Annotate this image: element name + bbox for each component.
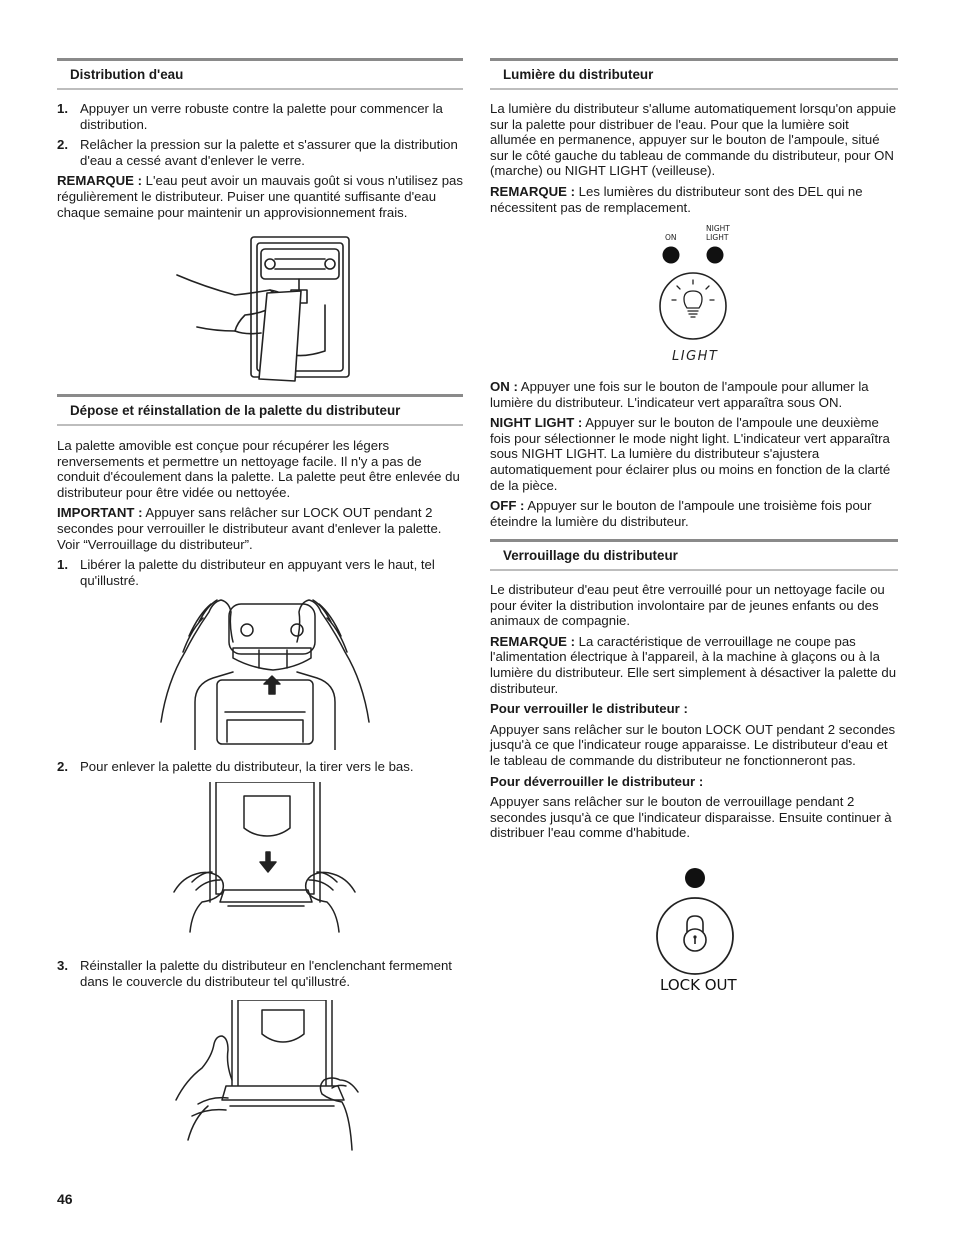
list-item: 1. Appuyer un verre robuste contre la palette pour commencer la distribution. [57, 101, 443, 132]
list-item: 3. Réinstaller la palette du distributeur en l'enclenchant fermement dans le couvercle du distributeur tel qu'illustré. [57, 958, 452, 989]
night-light-label: LIGHT [706, 233, 729, 242]
lock-text: Appuyer sans relâcher sur le bouton LOCK OUT pendant 2 secondes jusqu'à ce que l'indicateur rouge apparaisse. Le distributeur d'eau et le tableau de commande du distributeur ne fonctionneront pas. [490, 721, 896, 768]
paddle-pull-down-illustration [172, 782, 357, 947]
intro-paragraph: Le distributeur d'eau peut être verrouillé pour un nettoyage facile ou pour éviter la distribution involontaire par de jeunes enfants ou des animaux de compagnie. [490, 582, 885, 629]
lock-indicator-icon [685, 868, 705, 888]
important-paragraph: IMPORTANT : Appuyer sans relâcher sur LOCK OUT pendant 2 secondes pour verrouiller le distributeur avant d'enlever la palette. Voir “Verrouillage du distributeur”. [57, 505, 442, 552]
left-column-section-2 [57, 394, 463, 593]
section-heading-light: Lumière du distributeur [490, 58, 898, 90]
step-2 [57, 759, 463, 780]
night-light-indicator-icon [707, 247, 724, 264]
padlock-icon [684, 916, 706, 951]
on-indicator-icon [663, 247, 680, 264]
step-3 [57, 958, 463, 994]
unlock-text: Appuyer sans relâcher sur le bouton de verrouillage pendant 2 secondes jusqu'à ce que l'indicateur disparaisse. Ensuite continuer à distribuer l'eau comme d'habitude. [490, 794, 892, 841]
light-label: LIGHT [672, 349, 719, 364]
night-label: NIGHT [706, 224, 730, 233]
section-heading-palette: Dépose et réinstallation de la palette du distributeur [57, 394, 463, 426]
list-item: 2. Pour enlever la palette du distributeur, la tirer vers le bas. [57, 759, 414, 774]
lock-title: Pour verrouiller le distributeur : [490, 701, 688, 717]
bulb-icon [672, 280, 714, 317]
paddle-push-up-illustration [155, 592, 375, 750]
on-label: ON [665, 233, 677, 242]
right-column [490, 58, 898, 220]
mode-on: ON : Appuyer une fois sur le bouton de l'ampoule pour allumer la lumière du distributeur. L'indicateur vert apparaîtra sous ON. [490, 379, 869, 410]
intro-paragraph: La lumière du distributeur s'allume automatiquement lorsqu'on appuie sur la palette pour distribuer de l'eau. Pour que la lumière soit allumée en permanence, appuyer sur le bouton de l'ampoule, situé sur le côté gauche du tableau de commande du distributeur, pour ON (marche) ou NIGHT LIGHT (veilleuse). [490, 101, 897, 179]
light-button-illustration [650, 222, 740, 367]
keyhole-icon [693, 935, 696, 938]
lock-out-illustration [652, 866, 742, 996]
glass-dispenser-illustration [175, 235, 355, 383]
paddle-reinstall-illustration [172, 1000, 362, 1155]
left-column [57, 58, 463, 225]
section-heading-lock: Verrouillage du distributeur [490, 539, 898, 571]
intro-paragraph: La palette amovible est conçue pour récupérer les légers renversements et permettre un nettoyage facile. Il n'y a pas de conduit d'écoulement dans la palette. La palette peut être enlevée du distributeur pour être vidée ou nettoyée. [57, 438, 460, 500]
mode-off: OFF : Appuyer sur le bouton de l'ampoule une troisième fois pour éteindre la lumière du distributeur. [490, 498, 872, 529]
light-modes [490, 379, 898, 534]
note-paragraph: REMARQUE : La caractéristique de verrouillage ne coupe pas l'alimentation électrique à l'appareil, à la machine à glaçons ou à la lumière du distributeur. Elle sert simplement à désactiver la palette du distributeur. [490, 633, 897, 696]
lock-section [490, 539, 898, 846]
unlock-title: Pour déverrouiller le distributeur : [490, 773, 704, 789]
list-item: 1. Libérer la palette du distributeur en appuyant vers le haut, tel qu'illustré. [57, 557, 435, 588]
list-item: 2. Relâcher la pression sur la palette et s'assurer que la distribution d'eau a cessé avant d'enlever le verre. [57, 137, 458, 168]
section-heading-distribution: Distribution d'eau [57, 58, 463, 90]
note-paragraph: REMARQUE : L'eau peut avoir un mauvais goût si vous n'utilisez pas régulièrement le distributeur. Puiser une quantité suffisante d'eau chaque semaine pour maintenir un approvisionnement frais. [57, 173, 463, 220]
lock-out-label: LOCK OUT [660, 976, 737, 994]
mode-night-light: NIGHT LIGHT : Appuyer sur le bouton de l'ampoule une deuxième fois pour sélectionner le mode night light. L'indicateur vert apparaîtra sous NIGHT LIGHT. La lumière du distributeur s'ajustera automatiquement pour éclairer plus ou moins en fonction de la clarté de la pièce. [490, 415, 891, 493]
page-number: 46 [57, 1191, 73, 1207]
note-paragraph: REMARQUE : Les lumières du distributeur sont des DEL qui ne nécessitent pas de remplacement. [490, 183, 863, 215]
